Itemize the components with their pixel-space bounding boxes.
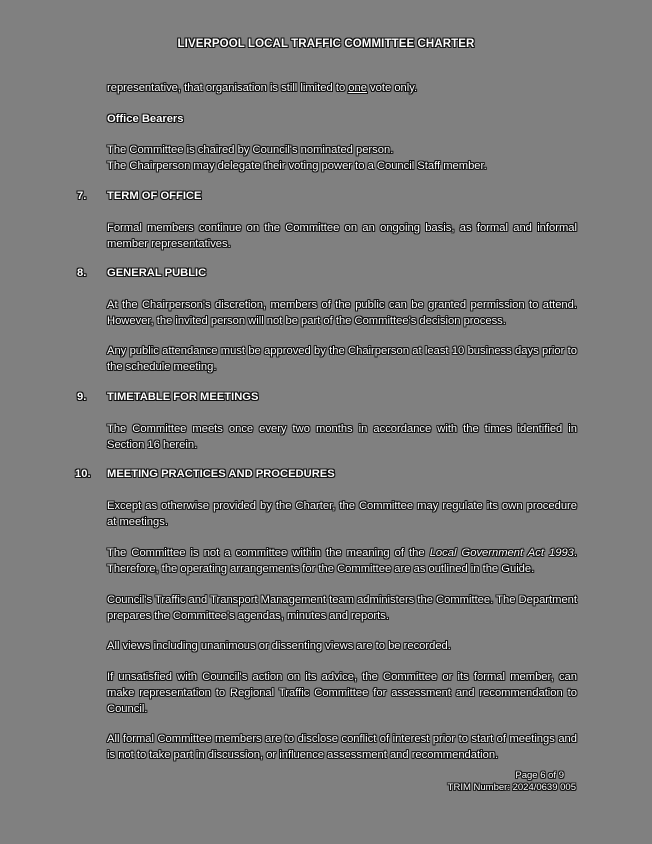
section-8-paragraph-2: Any public attendance must be approved by the Chairperson at least 10 business days prior to the schedule meeting.	[107, 345, 577, 373]
intro-text-after: vote only.	[366, 82, 418, 94]
section-10-paragraph-3: Council's Traffic and Transport Management team administers the Committee. The Department prepares the Committee's agendas, minutes and reports.	[107, 594, 577, 622]
section-10-number: 10.	[75, 468, 91, 480]
page-number: Page 6 of 9	[515, 770, 564, 781]
section-10-paragraph-5: If unsatisfied with Council's action on its advice, the Committee or its formal member, can make representation to Regional Traffic Committee for assessment and recommendation to Council.	[107, 671, 577, 715]
intro-text-underlined: one	[348, 82, 367, 94]
section-10-paragraph-6: All formal Committee members are to disclose conflict of interest prior to start of meetings and is not to take part in discussion, or influence assessment and recommendation.	[107, 733, 577, 761]
intro-paragraph	[107, 80, 577, 96]
section-7-heading: TERM OF OFFICE	[107, 190, 202, 202]
paragraph-text-before: The Committee is not a committee within the meaning of the	[107, 547, 430, 559]
office-bearers-line-1: The Committee is chaired by Council's nominated person.	[107, 144, 394, 156]
section-7-paragraph-1: Formal members continue on the Committee on an ongoing basis, as formal and informal member representatives.	[107, 222, 577, 250]
intro-text-before: representative, that organisation is still limited to	[107, 82, 349, 94]
section-9-heading: TIMETABLE FOR MEETINGS	[107, 391, 259, 403]
section-9-paragraph-1: The Committee meets once every two months in accordance with the times identified in Section 16 herein.	[107, 423, 577, 451]
document-title: LIVERPOOL LOCAL TRAFFIC COMMITTEE CHARTER	[177, 38, 475, 50]
section-8-heading: GENERAL PUBLIC	[107, 267, 207, 279]
section-8-number: 8.	[77, 267, 87, 279]
section-7-number: 7.	[77, 190, 87, 202]
section-10-heading: MEETING PRACTICES AND PROCEDURES	[107, 468, 335, 480]
office-bearers-text	[107, 142, 577, 174]
trim-number: TRIM Number: 2024/0639 005	[447, 782, 576, 793]
office-bearers-line-2: The Chairperson may delegate their voting power to a Council Staff member.	[107, 160, 487, 172]
section-8-paragraph-1: At the Chairperson's discretion, members of the public can be granted permission to attend. However, the invited person will not be part of the Committee's decision process.	[107, 299, 577, 327]
section-10-paragraph-4: All views including unanimous or dissenting views are to be recorded.	[107, 640, 451, 652]
office-bearers-heading: Office Bearers	[107, 113, 184, 125]
paragraph-text-after: . Therefore, the operating arrangements for the Committee are as outlined in the Guide.	[107, 547, 578, 575]
section-10-paragraph-2	[107, 545, 577, 577]
section-9-number: 9.	[77, 391, 87, 403]
act-name-italic: Local Government Act 1993	[429, 547, 574, 559]
page-footer	[448, 770, 576, 794]
section-10-paragraph-1: Except as otherwise provided by the Charter, the Committee may regulate its own procedure at meetings.	[107, 500, 577, 528]
